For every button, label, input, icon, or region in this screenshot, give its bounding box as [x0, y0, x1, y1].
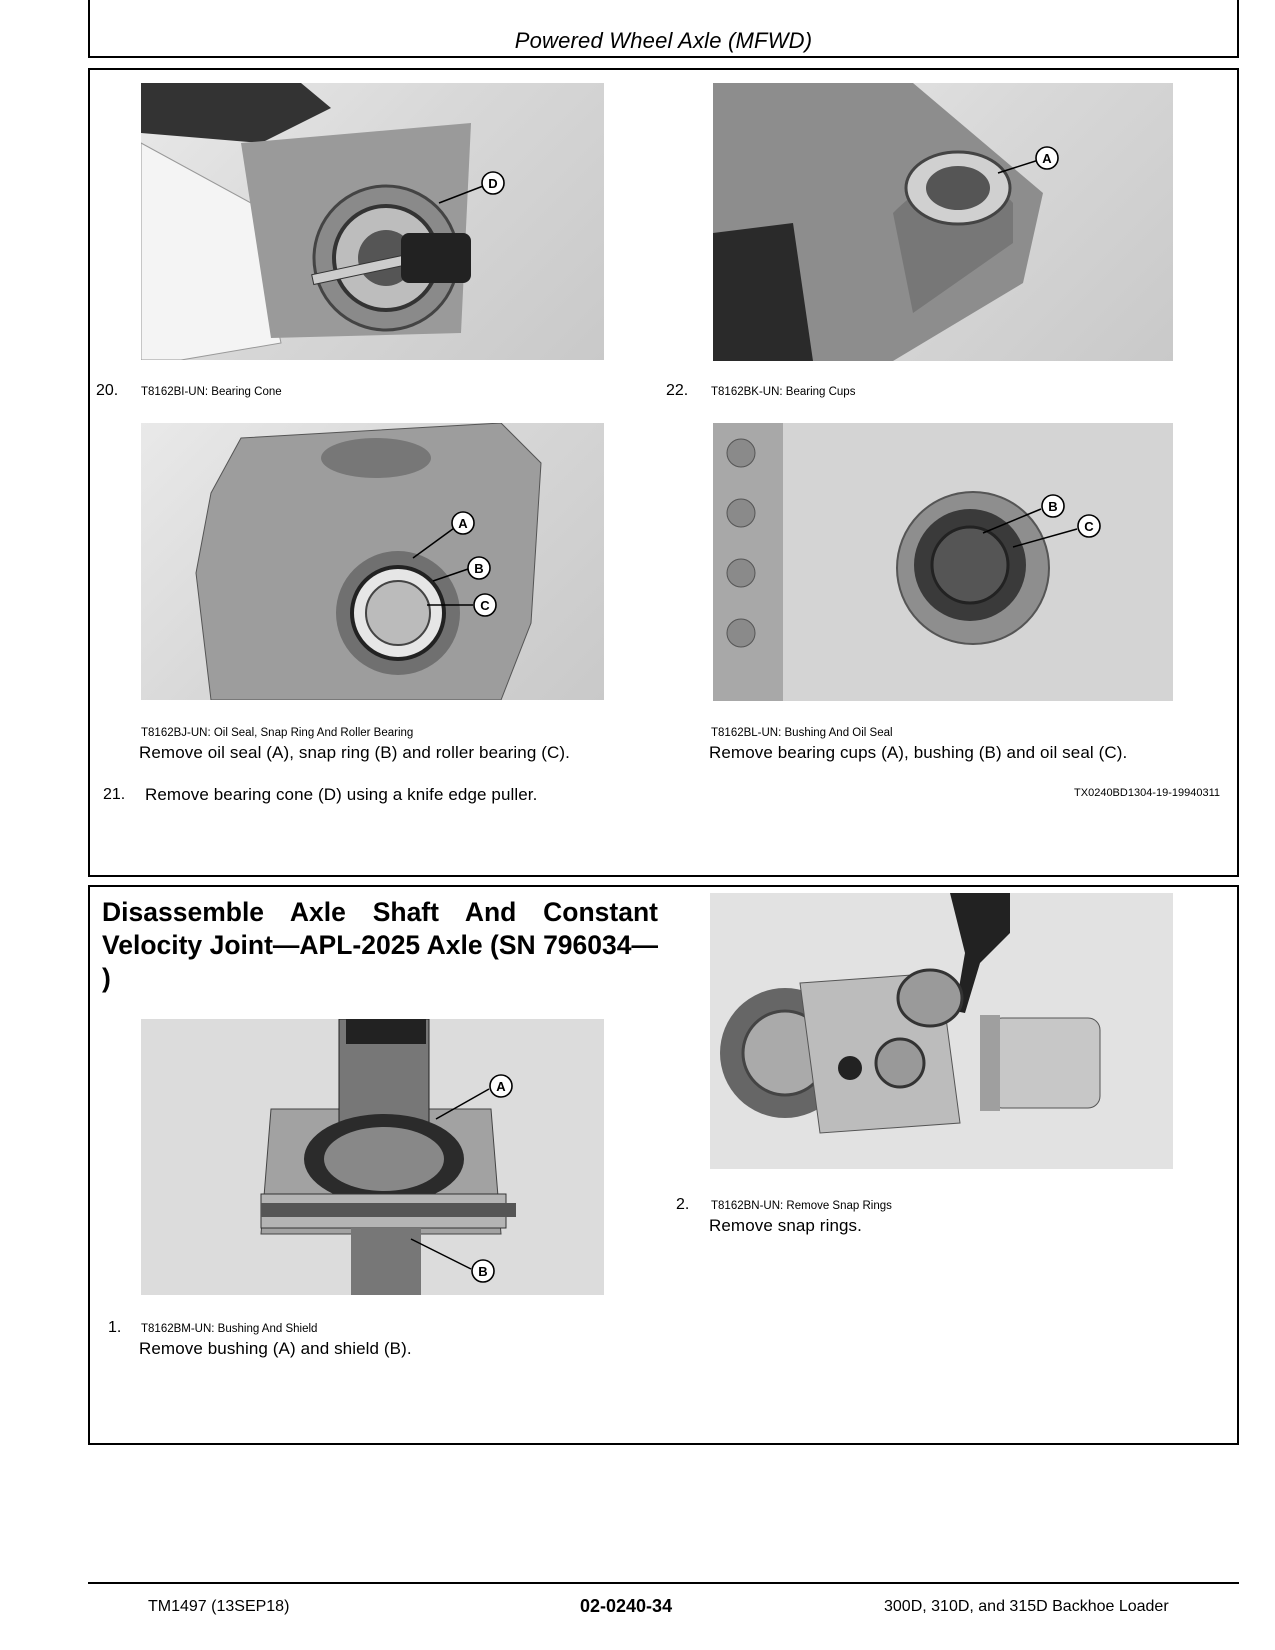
bearing-cups-illustration: [713, 83, 1173, 361]
photo-oil-seal-snap-ring: [141, 423, 604, 700]
callout-label: A: [496, 1079, 506, 1094]
step-text-remove-bearing-cone: Remove bearing cone (D) using a knife edge puller.: [145, 785, 538, 804]
snap-rings-illustration: [710, 893, 1173, 1169]
step-text-remove-bushing-shield: Remove bushing (A) and shield (B).: [139, 1339, 412, 1358]
bearing-cone-illustration: [141, 83, 604, 360]
reference-code: TX0240BD1304-19-19940311: [1074, 787, 1220, 799]
step-number-2: 2.: [676, 1196, 690, 1213]
callout-label: B: [474, 561, 484, 576]
figure-caption-snap-rings: T8162BN-UN: Remove Snap Rings: [711, 1200, 892, 1212]
figure-caption-oil-seal: T8162BJ-UN: Oil Seal, Snap Ring And Roller Bearing: [141, 727, 414, 739]
running-head-title: Powered Wheel Axle (MFWD): [514, 28, 813, 53]
footer-manual-id: TM1497 (13SEP18): [148, 1598, 290, 1615]
oil-seal-illustration: [141, 423, 604, 700]
callout-label: B: [1048, 499, 1058, 514]
figure-caption-bushing-shield: T8162BM-UN: Bushing And Shield: [141, 1323, 318, 1335]
callout-label: B: [478, 1264, 488, 1279]
callout-label: C: [480, 598, 490, 613]
callout-label: D: [488, 176, 498, 191]
section-title: Disassemble Axle Shaft And Constant Velocity Joint—APL-2025 Axle (SN 796034— ): [102, 897, 658, 993]
footer-page-number: 02-0240-34: [580, 1596, 673, 1616]
footer-rule: [88, 1582, 1239, 1584]
step-number-22: 22.: [666, 382, 689, 399]
step-text-remove-oil-seal: Remove oil seal (A), snap ring (B) and roller bearing (C).: [139, 743, 570, 762]
callout-label: C: [1084, 519, 1094, 534]
photo-snap-rings: [710, 893, 1173, 1169]
photo-bearing-cups: [713, 83, 1173, 361]
photo-bushing-oil-seal: [713, 423, 1173, 701]
figure-caption-bearing-cups: T8162BK-UN: Bearing Cups: [711, 386, 856, 398]
figure-caption-bushing: T8162BL-UN: Bushing And Oil Seal: [711, 727, 893, 739]
bushing-shield-illustration: [141, 1019, 604, 1295]
callout-label: A: [1042, 151, 1052, 166]
step-text-remove-bearing-cups: Remove bearing cups (A), bushing (B) and oil seal (C).: [709, 743, 1128, 762]
callout-label: A: [458, 516, 468, 531]
bushing-illustration: [713, 423, 1173, 701]
figure-caption-bearing-cone: T8162BI-UN: Bearing Cone: [141, 386, 282, 398]
step-number-20: 20.: [96, 382, 119, 399]
step-number-21: 21.: [103, 786, 126, 803]
step-text-remove-snap-rings: Remove snap rings.: [709, 1216, 862, 1235]
photo-bearing-cone: [141, 83, 604, 360]
photo-bushing-shield: [141, 1019, 604, 1295]
step-number-1: 1.: [108, 1319, 122, 1336]
footer-model-name: 300D, 310D, and 315D Backhoe Loader: [884, 1598, 1169, 1615]
